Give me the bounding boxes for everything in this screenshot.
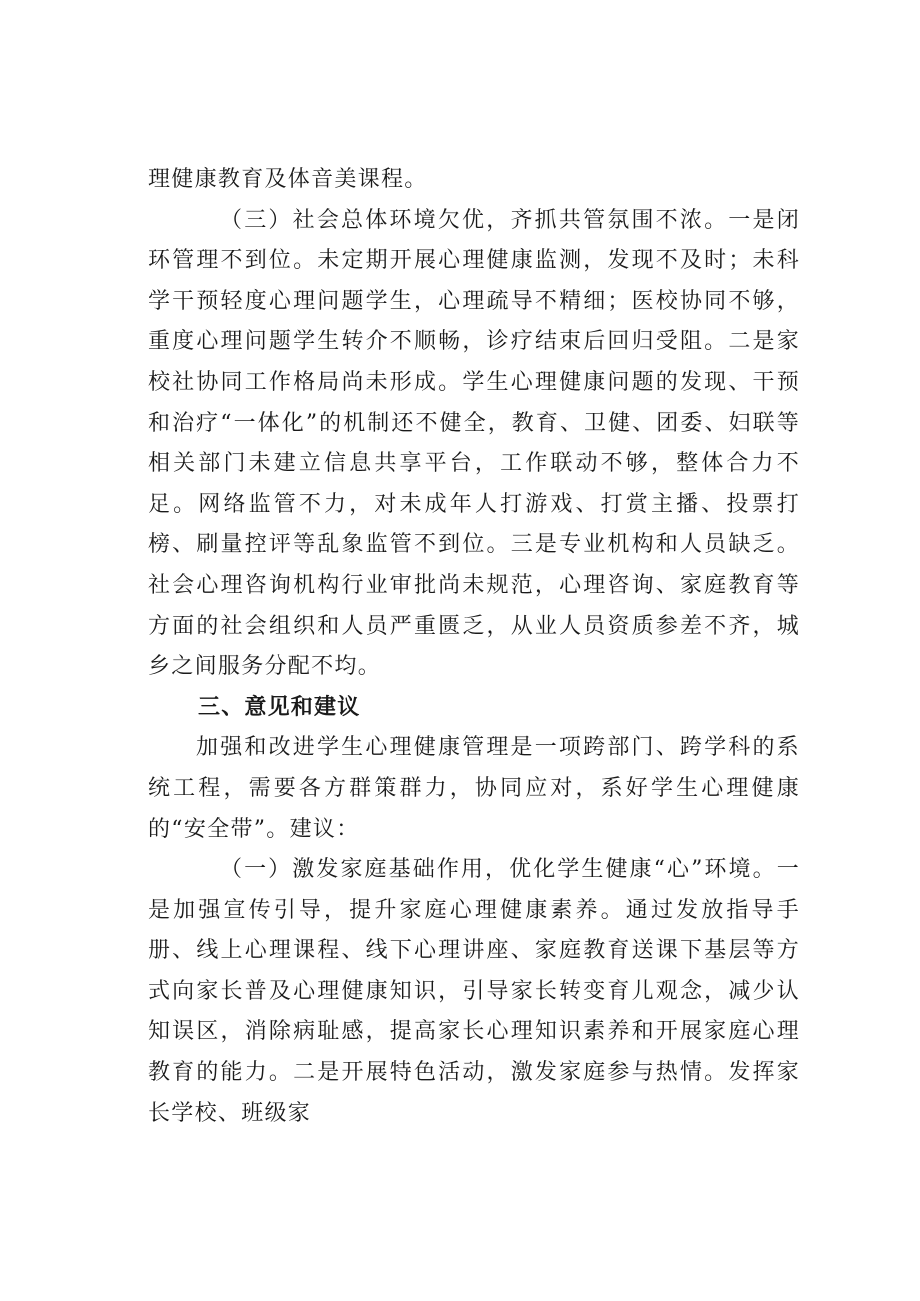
paragraph-continuation: 理健康教育及体音美课程。 bbox=[148, 167, 428, 192]
paragraph-intro-suggestions: 加强和改进学生心理健康管理是一项跨部门、跨学科的系统工程，需要各方群策群力，协同应对，系好学生心理健康的“安全带”。建议： bbox=[148, 735, 800, 842]
paragraph-section-three: （三）社会总体环境欠优，齐抓共管氛围不浓。一是闭环管理不到位。未定期开展心理健康监测，发现不及时；未科学干预轻度心理问题学生，心理疏导不精细；医校协同不够，重度心理问题学生转介不顺畅，诊疗结束后回归受阻。二是家校社协同工作格局尚未形成。学生心理健康问题的发现、干预和治疗“一体化”的机制还不健全，教育、卫健、团委、妇联等相关部门未建立信息共享平台，工作联动不够，整体合力不足。网络监管不力，对未成年人打游戏、打赏主播、投票打榜、刷量控评等乱象监管不到位。三是专业机构和人员缺乏。社会心理咨询机构行业审批尚未规范，心理咨询、家庭教育等方面的社会组织和人员严重匮乏，从业人员资质参差不齐，城乡之间服务分配不均。 bbox=[148, 207, 800, 680]
paragraph-suggestion-one: （一）激发家庭基础作用，优化学生健康“心”环境。一是加强宣传引导，提升家庭心理健康素养。通过发放指导手册、线上心理课程、线下心理讲座、家庭教育送课下基层等方式向家长普及心理健康知识，引导家长转变育儿观念，减少认知误区，消除病耻感，提高家长心理知识素养和开展家庭心理教育的能力。二是开展特色活动，激发家庭参与热情。发挥家长学校、班级家 bbox=[148, 857, 800, 1126]
section-heading-opinions: 三、意见和建议 bbox=[198, 694, 361, 720]
document-body bbox=[148, 160, 800, 1134]
